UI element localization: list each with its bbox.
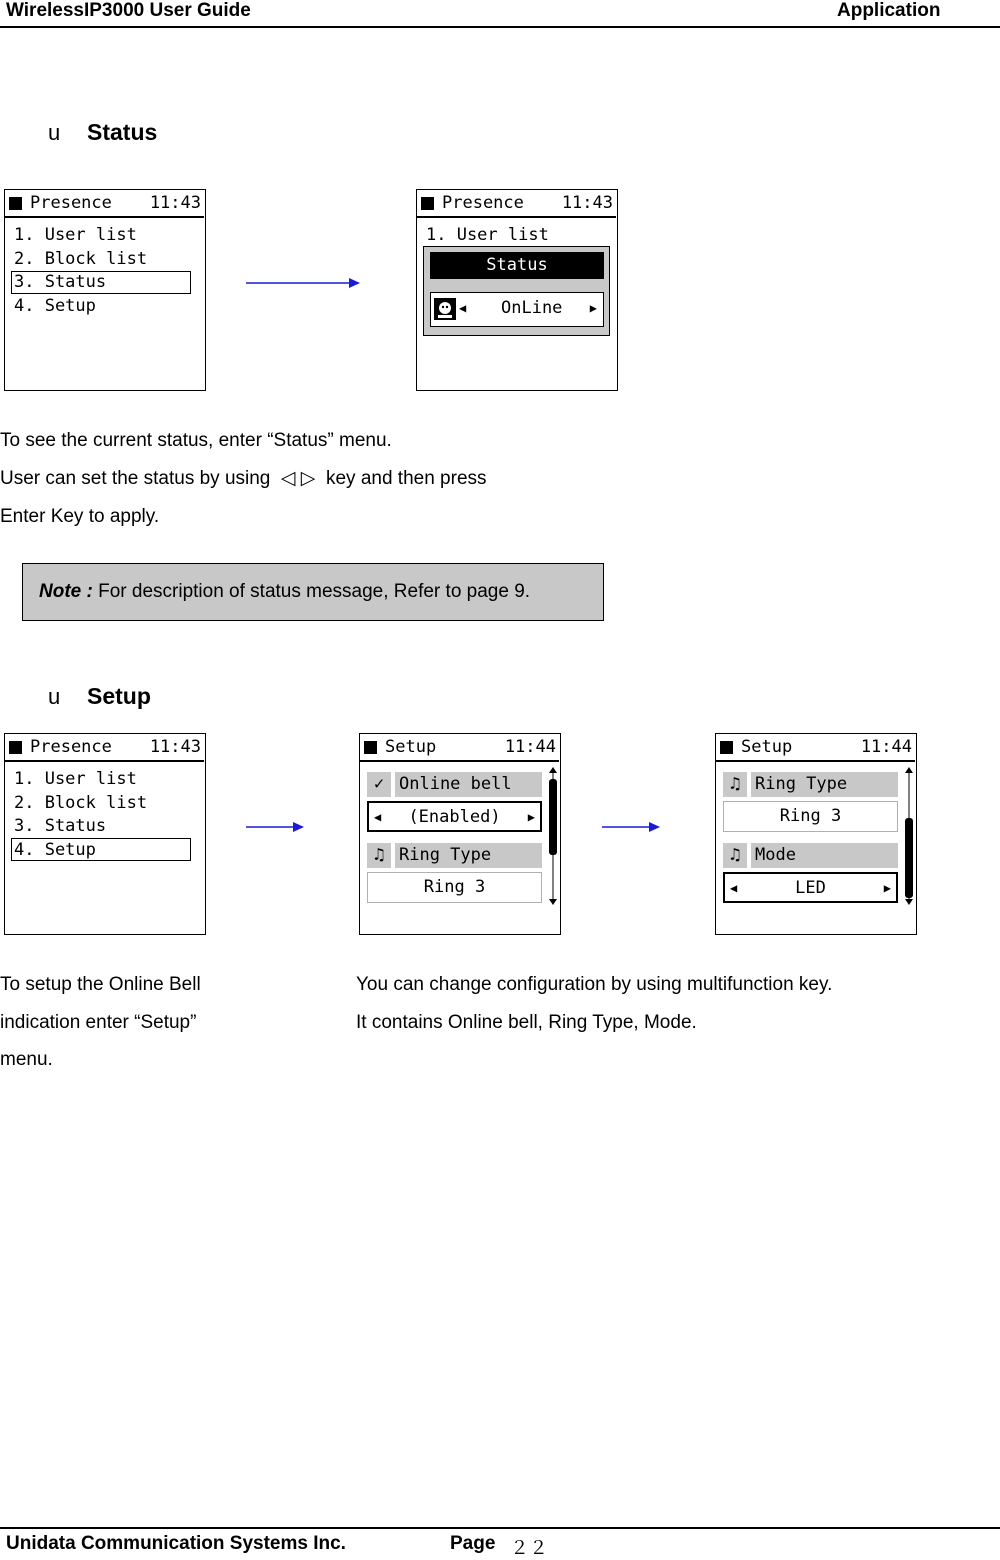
title-square-icon	[364, 741, 377, 754]
footer-page-label: Page	[450, 1533, 496, 1554]
mode-value: LED	[795, 878, 826, 898]
status-value: OnLine	[501, 298, 563, 318]
screen-titlebar	[716, 734, 915, 762]
mode-label: Mode	[751, 843, 898, 868]
screen-time: 11:43	[561, 193, 613, 213]
note-box	[22, 563, 604, 621]
ring-type-label: Ring Type	[395, 843, 542, 868]
status-popup	[423, 246, 610, 336]
left-arrow-icon[interactable]: ◀	[459, 301, 467, 315]
setup-screen-menu	[4, 733, 206, 935]
screen-titlebar	[5, 190, 204, 218]
arrow-right-icon	[245, 276, 361, 290]
left-arrow-icon[interactable]: ◀	[374, 810, 382, 824]
setup-left-line1: To setup the Online Bell	[0, 974, 201, 995]
status-desc-line3: Enter Key to apply.	[0, 506, 160, 527]
checkmark-icon: ✓	[367, 772, 391, 797]
music-note-icon: ♫	[367, 843, 391, 868]
music-note-icon: ♫	[723, 772, 747, 797]
menu-item-status[interactable]: 3. Status	[14, 272, 107, 292]
setup-screen-online-bell	[359, 733, 561, 935]
arrow-right-icon	[245, 820, 305, 834]
note-text: For description of status message, Refer to page 9.	[92, 581, 531, 602]
screen-time: 11:43	[149, 737, 201, 757]
right-arrow-icon[interactable]: ▶	[883, 881, 891, 895]
status-desc-line1: To see the current status, enter “Status” menu.	[0, 430, 392, 451]
menu-item-block-list[interactable]: 2. Block list	[14, 793, 148, 813]
online-bell-value: (Enabled)	[408, 807, 501, 827]
setup-right-line2: It contains Online bell, Ring Type, Mode.	[356, 1012, 697, 1033]
title-square-icon	[9, 741, 22, 754]
menu-item-user-list[interactable]: 1. User list	[426, 225, 549, 245]
screen-titlebar	[360, 734, 559, 762]
menu-item-user-list[interactable]: 1. User list	[14, 769, 137, 789]
footer-page-number: ２２	[510, 1537, 549, 1559]
scrollbar[interactable]	[902, 766, 916, 906]
status-desc-line2: User can set the status by using ◁ ▷ key and then press	[0, 468, 487, 489]
section-name: Application	[837, 0, 941, 21]
screen-time: 11:44	[860, 737, 912, 757]
screen-titlebar	[417, 190, 616, 218]
title-square-icon	[720, 741, 733, 754]
menu-item-user-list[interactable]: 1. User list	[14, 225, 137, 245]
screen-title: Presence	[442, 193, 524, 213]
music-mode-icon: ♫	[723, 843, 747, 868]
right-arrow-icon[interactable]: ▶	[527, 810, 535, 824]
setup-right-line1: You can change configuration by using multifunction key.	[356, 974, 833, 995]
title-square-icon	[421, 197, 434, 210]
online-bell-selector[interactable]	[367, 801, 542, 832]
arrow-right-icon	[601, 820, 661, 834]
footer-company: Unidata Communication Systems Inc.	[6, 1533, 346, 1554]
mode-selector[interactable]	[723, 872, 898, 903]
menu-item-setup[interactable]: 4. Setup	[14, 840, 96, 860]
menu-item-setup[interactable]: 4. Setup	[14, 296, 96, 316]
right-arrow-icon[interactable]: ▶	[589, 301, 597, 315]
screen-time: 11:43	[149, 193, 201, 213]
footer-rule	[0, 1527, 1000, 1529]
status-selector[interactable]	[430, 292, 604, 327]
status-screen-menu	[4, 189, 206, 391]
status-heading: Status	[87, 119, 158, 145]
ring-type-value[interactable]: Ring 3	[723, 801, 898, 832]
screen-title: Presence	[30, 193, 112, 213]
ring-type-value[interactable]: Ring 3	[367, 872, 542, 903]
setup-left-line3: menu.	[0, 1049, 53, 1070]
menu-item-status[interactable]: 3. Status	[14, 816, 107, 836]
header-rule	[0, 26, 1000, 28]
menu-item-block-list[interactable]: 2. Block list	[14, 249, 148, 269]
presence-face-icon	[434, 298, 456, 320]
screen-time: 11:44	[504, 737, 556, 757]
status-screen-popup	[416, 189, 618, 391]
note-label: Note :	[39, 581, 93, 602]
title-square-icon	[9, 197, 22, 210]
online-bell-label: Online bell	[395, 772, 542, 797]
setup-heading: Setup	[87, 683, 151, 709]
screen-title: Setup	[385, 737, 437, 757]
bullet-icon: u	[48, 120, 61, 145]
left-arrow-icon[interactable]: ◀	[730, 881, 738, 895]
screen-title: Setup	[741, 737, 793, 757]
popup-title: Status	[430, 252, 604, 279]
ring-type-label: Ring Type	[751, 772, 898, 797]
screen-titlebar	[5, 734, 204, 762]
screen-title: Presence	[30, 737, 112, 757]
doc-title: WirelessIP3000 User Guide	[6, 0, 251, 21]
scrollbar[interactable]	[546, 766, 560, 906]
setup-screen-mode	[715, 733, 917, 935]
setup-left-line2: indication enter “Setup”	[0, 1012, 197, 1033]
bullet-icon: u	[48, 684, 61, 709]
